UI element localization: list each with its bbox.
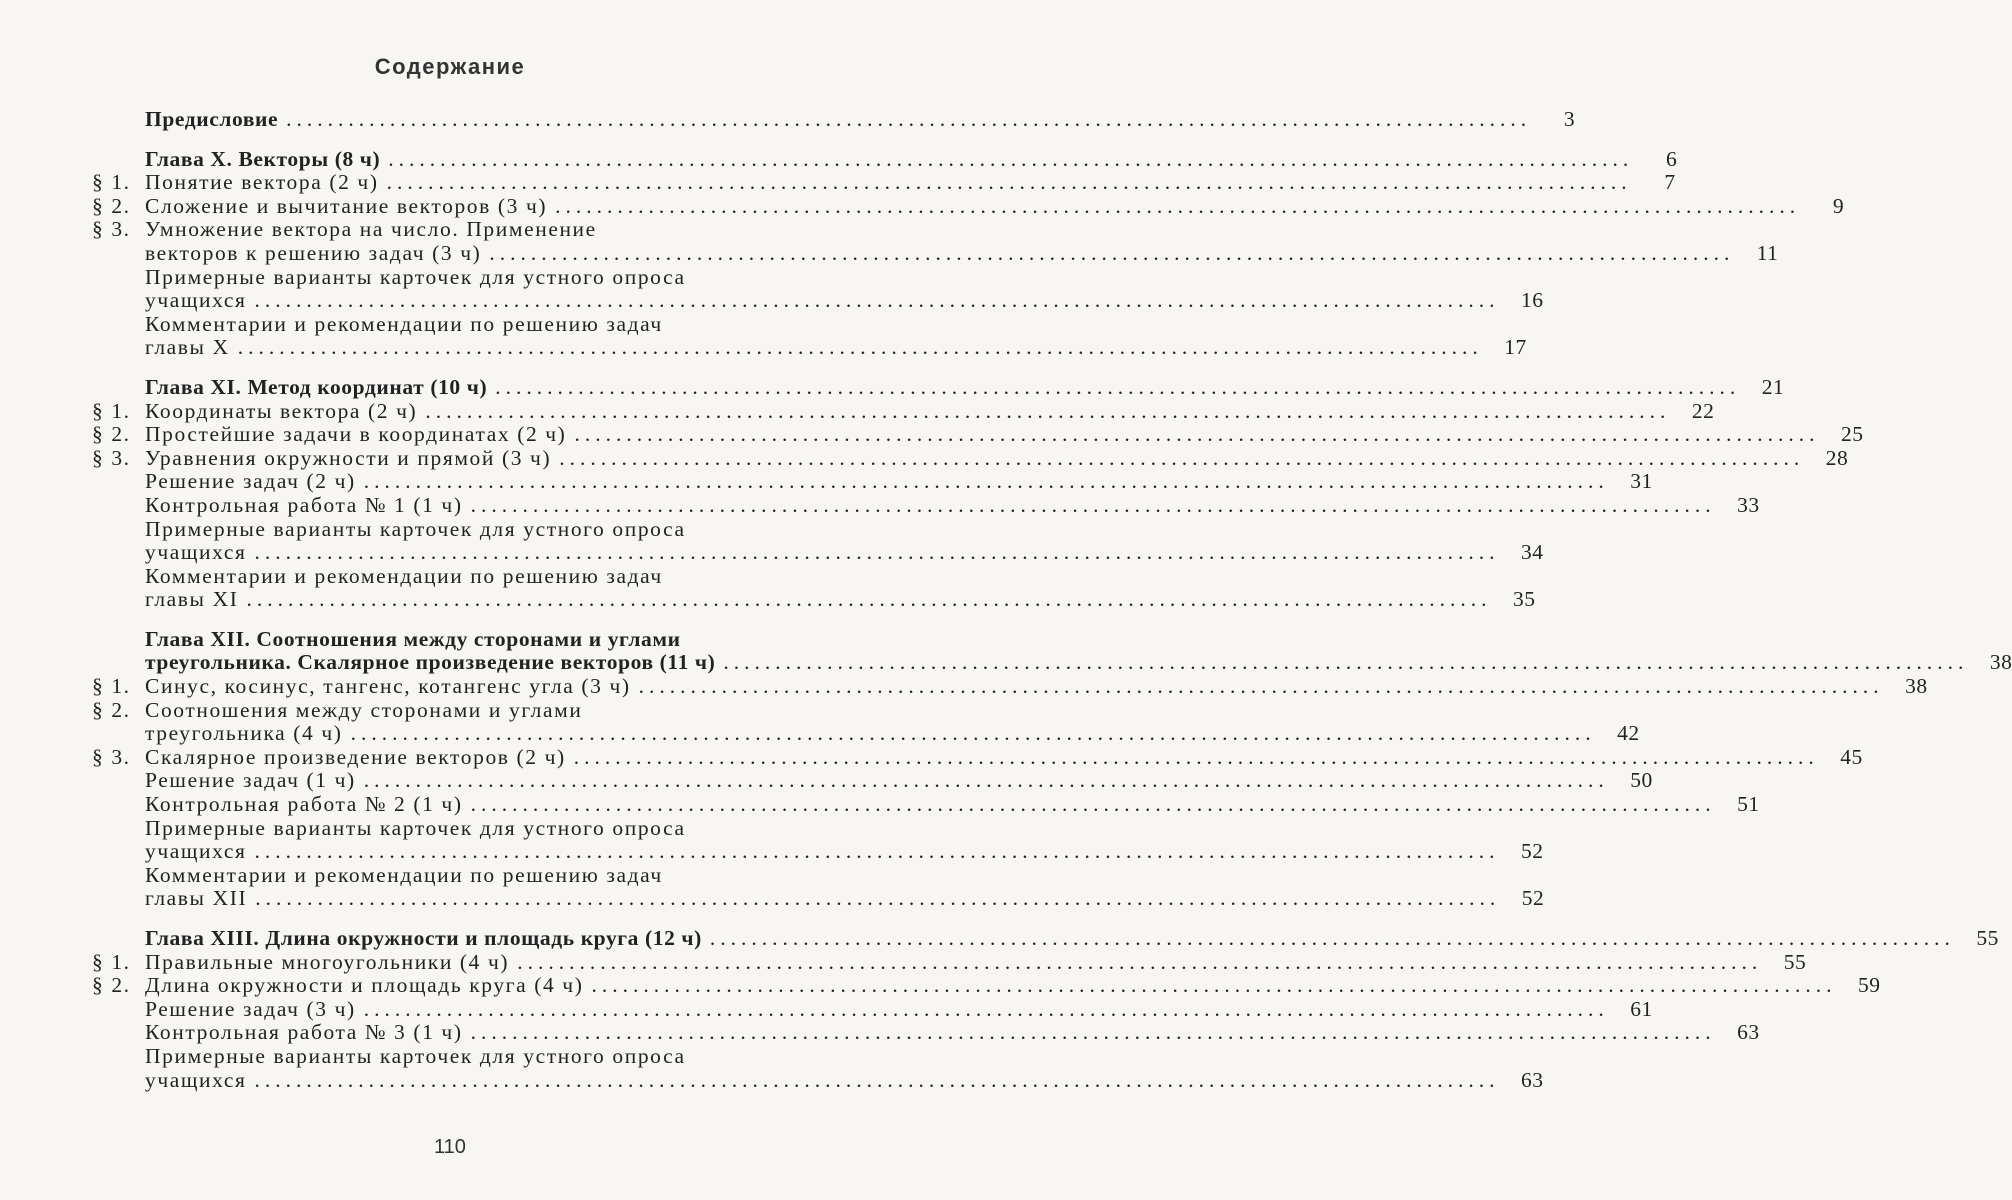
toc-chapter-entry[interactable]: [92, 107, 1576, 132]
dot-leader: ........................................................................................................................: [246, 587, 1492, 612]
entry-last-line: [145, 492, 1760, 518]
entry-last-line: [145, 445, 1849, 471]
section-number: § 1.: [92, 674, 131, 699]
entry-title-line: Контрольная работа № 2 (1 ч): [145, 792, 463, 817]
toc-entry[interactable]: [92, 697, 1640, 746]
entry-last-line: [145, 170, 1676, 195]
entry-title-line: Решение задач (1 ч): [145, 768, 356, 793]
entry-page-number: 6: [1666, 146, 1678, 171]
section-number: § 2.: [92, 697, 131, 722]
entry-last-line: [145, 422, 1864, 447]
page-title: Содержание: [374, 54, 526, 79]
toc-entry[interactable]: [92, 492, 1760, 518]
entry-page-number: 50: [1630, 768, 1653, 793]
entry-title-line: учащихся: [145, 1067, 247, 1092]
section-number: § 2.: [92, 422, 131, 447]
entry-page-number: 51: [1737, 792, 1760, 817]
entry-title-line: Глава XI. Метод координат (10 ч): [145, 374, 488, 399]
dot-leader: ........................................................................................................................: [574, 422, 1820, 447]
entry-title-line: главы X: [145, 335, 230, 360]
entry-page-number: 52: [1521, 839, 1544, 864]
entry-title-line: треугольника. Скалярное произведение векторов (11 ч): [145, 650, 716, 675]
entry-title-line: Комментарии и рекомендации по решению задач: [145, 862, 663, 887]
entry-last-line: [145, 146, 1678, 172]
dot-leader: ........................................................................................................................: [517, 949, 1763, 974]
entry-title-line: Глава XII. Соотношения между сторонами и углами: [145, 626, 681, 651]
dot-leader: ........................................................................................................................: [363, 469, 1609, 494]
toc-entry[interactable]: [92, 170, 1676, 195]
entry-last-line: [145, 839, 1544, 864]
entry-title-line: Скалярное произведение векторов (2 ч): [145, 744, 566, 769]
toc-entry[interactable]: [92, 193, 1845, 219]
entry-page-number: 59: [1857, 973, 1881, 998]
toc-entry[interactable]: [92, 744, 1863, 770]
entry-last-line: [145, 398, 1715, 424]
toc-entry[interactable]: [92, 1020, 1760, 1045]
entry-last-line: [145, 540, 1544, 565]
dot-leader: ........................................................................................................................: [254, 288, 1500, 313]
section-number: § 3.: [92, 217, 131, 242]
entry-page-number: 35: [1512, 587, 1536, 612]
entry-title-line: учащихся: [145, 540, 247, 565]
dot-leader: ........................................................................................................................: [425, 398, 1671, 423]
dot-leader: ........................................................................................................................: [470, 1020, 1716, 1045]
entry-page-number: 63: [1521, 1067, 1544, 1092]
entry-title-line: Примерные варианты карточек для устного опроса: [145, 815, 686, 840]
dot-leader: ........................................................................................................................: [489, 240, 1735, 265]
entry-page-number: 16: [1521, 288, 1544, 313]
toc-entry[interactable]: [92, 217, 1779, 265]
entry-last-line: [145, 288, 1544, 313]
entry-page-number: 11: [1756, 240, 1779, 265]
entry-title-line: Глава XIII. Длина окружности и площадь круга (12 ч): [145, 926, 702, 950]
dot-leader: ........................................................................................................................: [237, 335, 1483, 360]
toc-entry[interactable]: [92, 792, 1760, 817]
entry-title-line: Сложение и вычитание векторов (3 ч): [145, 193, 548, 218]
dot-leader: ........................................................................................................................: [709, 926, 1955, 950]
toc-entry[interactable]: [92, 1043, 1544, 1092]
entry-page-number: 22: [1691, 398, 1715, 423]
entry-last-line: [145, 792, 1760, 817]
entry-page-number: 45: [1840, 744, 1863, 769]
toc-entry[interactable]: [92, 768, 1653, 793]
section-number: § 1.: [92, 949, 131, 974]
dot-leader: ........................................................................................................................: [559, 445, 1805, 470]
entry-title-line: Уравнения окружности и прямой (3 ч): [145, 445, 552, 470]
entry-title-line: Глава X. Векторы (8 ч): [145, 146, 381, 171]
entry-page-number: 55: [1783, 949, 1807, 974]
entry-title-line: учащихся: [145, 288, 247, 313]
toc-entry[interactable]: [92, 264, 1544, 313]
section-number: § 3.: [92, 445, 131, 470]
toc-entry[interactable]: [92, 862, 1545, 911]
dot-leader: ........................................................................................................................: [388, 146, 1634, 171]
dot-leader: ........................................................................................................................: [255, 886, 1501, 911]
entry-last-line: [145, 587, 1536, 612]
entry-title-line: Правильные многоугольники (4 ч): [145, 949, 510, 974]
toc-entry[interactable]: [92, 815, 1544, 864]
dot-leader: ........................................................................................................................: [350, 721, 1596, 746]
entry-title-line: Простейшие задачи в координатах (2 ч): [145, 422, 567, 447]
toc-entry[interactable]: [92, 949, 1807, 975]
dot-leader: ........................................................................................................................: [363, 768, 1609, 793]
entry-last-line: [145, 973, 1881, 998]
toc-chapter-entry[interactable]: [92, 146, 1678, 172]
entry-last-line: [145, 1020, 1760, 1045]
dot-leader: ........................................................................................................................: [555, 193, 1801, 218]
dot-leader: ........................................................................................................................: [386, 170, 1632, 195]
dot-leader: ........................................................................................................................: [470, 492, 1716, 517]
entry-title-line: Контрольная работа № 3 (1 ч): [145, 1020, 463, 1045]
entry-title-line: Координаты вектора (2 ч): [145, 398, 418, 423]
entry-title-line: учащихся: [145, 839, 247, 864]
entry-title-line: Контрольная работа № 1 (1 ч): [145, 492, 463, 517]
entry-page-number: 55: [1976, 926, 1999, 950]
entry-title-line: Умножение вектора на число. Применение: [145, 217, 597, 242]
toc-entry[interactable]: [92, 422, 1864, 447]
section-number: § 3.: [92, 744, 131, 769]
entry-title-line: Примерные варианты карточек для устного опроса: [145, 516, 686, 541]
entry-page-number: 9: [1832, 193, 1845, 218]
toc-chapter-entry[interactable]: [92, 926, 1999, 951]
entry-page-number: 25: [1840, 422, 1864, 447]
toc-entry[interactable]: [92, 973, 1881, 998]
toc-entry[interactable]: [92, 674, 1928, 699]
toc-entry[interactable]: [92, 563, 1536, 612]
dot-leader: ........................................................................................................................: [254, 1067, 1500, 1092]
dot-leader: ........................................................................................................................: [470, 792, 1716, 817]
entry-last-line: [145, 949, 1807, 975]
entry-page-number: 7: [1664, 170, 1676, 195]
entry-title-line: Синус, косинус, тангенс, котангенс угла (3 ч): [145, 674, 631, 699]
section-number: § 2.: [92, 973, 131, 998]
section-number: § 1.: [92, 398, 131, 423]
table-of-contents: [92, 107, 2012, 1092]
entry-title-line: Комментарии и рекомендации по решению задач: [145, 563, 663, 588]
entry-page-number: 38: [1905, 674, 1928, 699]
section-number: § 2.: [92, 193, 131, 218]
toc-entry[interactable]: [92, 398, 1715, 424]
entry-page-number: 28: [1825, 445, 1849, 470]
entry-page-number: 38: [1989, 650, 2012, 675]
entry-title-line: Комментарии и рекомендации по решению задач: [145, 311, 663, 336]
toc-entry[interactable]: [92, 469, 1653, 494]
entry-last-line: [145, 469, 1653, 494]
entry-title-line: Примерные варианты карточек для устного опроса: [145, 1043, 686, 1068]
entry-page-number: 52: [1521, 886, 1545, 911]
entry-title-line: главы XI: [145, 587, 239, 612]
entry-page-number: 61: [1630, 996, 1653, 1021]
dot-leader: ........................................................................................................................: [363, 996, 1609, 1021]
entry-last-line: [145, 650, 2012, 675]
dot-leader: ........................................................................................................................: [573, 744, 1819, 769]
section-number: § 1.: [92, 170, 131, 195]
entry-page-number: 21: [1761, 374, 1785, 399]
entry-page-number: 42: [1617, 721, 1640, 746]
entry-last-line: [145, 193, 1845, 219]
toc-chapter-entry[interactable]: [92, 374, 1785, 400]
entry-title-line: векторов к решению задач (3 ч): [145, 240, 482, 265]
entry-page-number: 17: [1504, 335, 1527, 360]
entry-last-line: [145, 744, 1863, 770]
entry-last-line: [145, 240, 1779, 266]
entry-title-line: главы XII: [145, 886, 248, 911]
entry-last-line: [145, 335, 1527, 360]
toc-chapter-entry[interactable]: [92, 626, 2012, 675]
entry-last-line: [145, 374, 1785, 400]
toc-entry[interactable]: [92, 311, 1527, 360]
dot-leader: ........................................................................................................................: [723, 650, 1969, 675]
entry-title-line: Примерные варианты карточек для устного опроса: [145, 264, 686, 289]
entry-title-line: Решение задач (3 ч): [145, 996, 356, 1021]
entry-last-line: [145, 996, 1653, 1022]
entry-last-line: [145, 674, 1928, 699]
entry-last-line: [145, 768, 1653, 793]
entry-title-line: Соотношения между сторонами и углами: [145, 697, 583, 722]
entry-title-line: треугольника (4 ч): [145, 721, 343, 746]
dot-leader: ........................................................................................................................: [254, 540, 1500, 565]
toc-entry[interactable]: [92, 516, 1544, 565]
entry-page-number: 34: [1521, 540, 1544, 565]
entry-title-line: Понятие вектора (2 ч): [145, 170, 379, 195]
entry-page-number: 63: [1737, 1020, 1760, 1045]
entry-last-line: [145, 926, 1999, 951]
dot-leader: ........................................................................................................................: [254, 839, 1500, 864]
dot-leader: ........................................................................................................................: [591, 973, 1837, 998]
entry-last-line: [145, 886, 1545, 911]
dot-leader: ........................................................................................................................: [495, 374, 1741, 399]
entry-last-line: [145, 1067, 1544, 1093]
toc-entry[interactable]: [92, 445, 1849, 471]
entry-title-line: Длина окружности и площадь круга (4 ч): [145, 973, 584, 998]
entry-title-line: Решение задач (2 ч): [145, 469, 356, 494]
entry-page-number: 33: [1737, 492, 1760, 517]
entry-last-line: [145, 721, 1640, 746]
dot-leader: ........................................................................................................................: [286, 107, 1532, 131]
entry-title-line: Предисловие: [145, 107, 279, 131]
entry-page-number: 31: [1630, 469, 1653, 494]
page-number: 110: [434, 1136, 466, 1158]
toc-entry[interactable]: [92, 996, 1653, 1022]
entry-page-number: 3: [1563, 107, 1576, 131]
dot-leader: ........................................................................................................................: [638, 674, 1884, 699]
entry-last-line: [145, 107, 1576, 132]
